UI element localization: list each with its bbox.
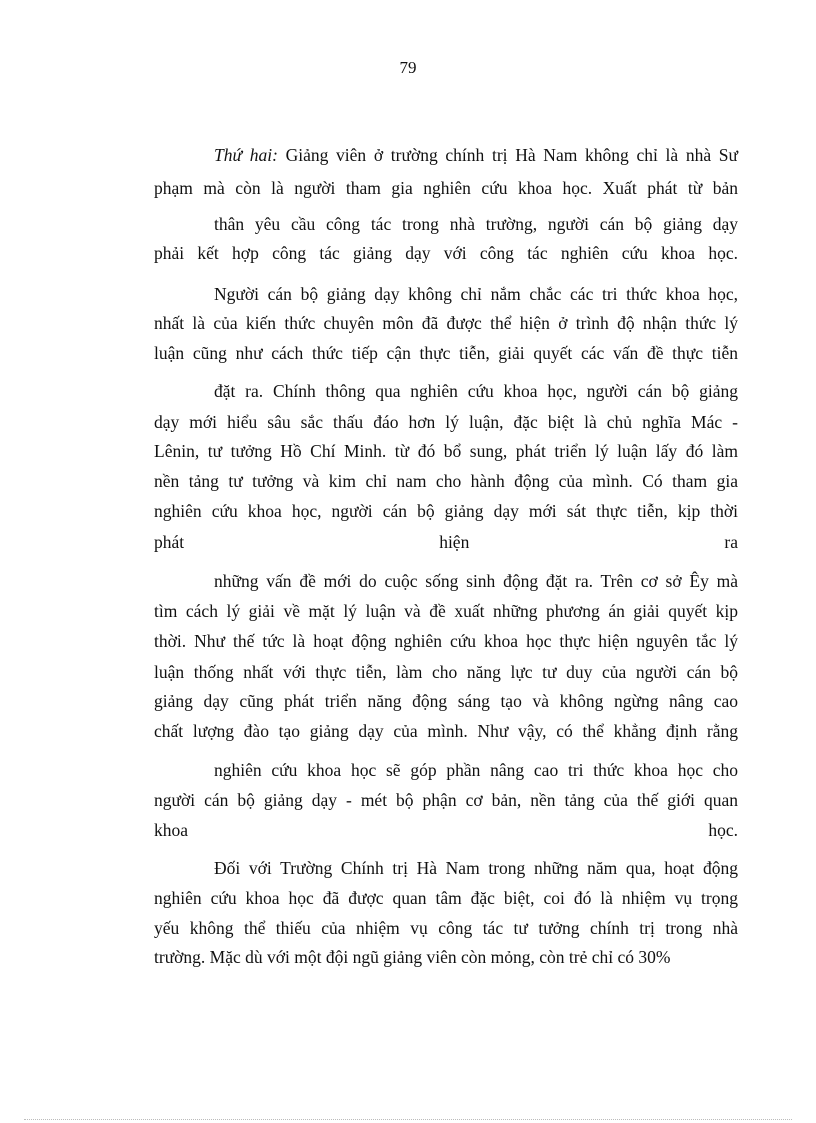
text-line: nghiên cứu khoa học, người cán bộ giảng dạy mới sát thực tiễn, kịp thời	[154, 501, 738, 521]
text-line: yếu không thể thiếu của nhiệm vụ công tác tư tưởng chính trị trong nhà	[154, 918, 738, 938]
text-line: Người cán bộ giảng dạy không chỉ nắm chắc các tri thức khoa học,	[214, 284, 738, 304]
text-line: giảng dạy cũng phát triển năng động sáng tạo và không ngừng nâng cao	[154, 691, 738, 711]
text-line: phát hiện ra	[154, 532, 738, 552]
text-line: nền tảng tư tưởng và kim chỉ nam cho hành động của mình. Có tham gia	[154, 471, 738, 491]
text-line: chất lượng đào tạo giảng dạy của mình. Như vậy, có thể khẳng định rằng	[154, 721, 738, 741]
text-line: thời. Như thế tức là hoạt động nghiên cứu khoa học thực hiện nguyên tắc lý	[154, 631, 738, 651]
text-line: đặt ra. Chính thông qua nghiên cứu khoa học, người cán bộ giảng	[214, 381, 738, 401]
text-line: luận cũng như cách thức tiếp cận thực tiễn, giải quyết các vấn đề thực tiễn	[154, 343, 738, 363]
text-line: người cán bộ giảng dạy - mét bộ phận cơ bản, nền tảng của thế giới quan	[154, 790, 738, 810]
text-line: khoa học.	[154, 820, 738, 840]
line-text: Giảng viên ở trường chính trị Hà Nam không chỉ là nhà Sư	[277, 145, 738, 165]
text-line: trường. Mặc dù với một đội ngũ giảng viên còn mỏng, còn trẻ chỉ có 30%	[154, 947, 671, 967]
text-line: dạy mới hiểu sâu sắc thấu đáo hơn lý luận, đặc biệt là chủ nghĩa Mác -	[154, 412, 738, 432]
text-line: luận thống nhất với thực tiễn, làm cho năng lực tư duy của người cán bộ	[154, 662, 738, 682]
text-line: nghiên cứu khoa học sẽ góp phần nâng cao tri thức khoa học cho	[214, 760, 738, 780]
text-line: những vấn đề mới do cuộc sống sinh động đặt ra. Trên cơ sở Êy mà	[214, 571, 738, 591]
text-line: phải kết hợp công tác giảng dạy với công tác nghiên cứu khoa học.	[154, 243, 738, 263]
text-line: thân yêu cầu công tác trong nhà trường, người cán bộ giảng dạy	[214, 214, 738, 234]
text-line: Đối với Trường Chính trị Hà Nam trong những năm qua, hoạt động	[214, 858, 738, 878]
page-bottom-divider	[24, 1119, 792, 1120]
page-number: 79	[399, 58, 417, 77]
emphasis-lead: Thứ hai:	[214, 145, 278, 165]
text-line: tìm cách lý giải về mặt lý luận và đề xuất những phương án giải quyết kịp	[154, 601, 738, 621]
text-line	[214, 144, 738, 166]
text-line: phạm mà còn là người tham gia nghiên cứu khoa học. Xuất phát từ bản	[154, 178, 738, 198]
text-line: nghiên cứu khoa học đã được quan tâm đặc biệt, coi đó là nhiệm vụ trọng	[154, 888, 738, 908]
text-line: nhất là của kiến thức chuyên môn đã được thể hiện ở trình độ nhận thức lý	[154, 313, 738, 333]
text-line: Lênin, tư tưởng Hồ Chí Minh. từ đó bổ sung, phát triển lý luận lấy đó làm	[154, 441, 738, 461]
